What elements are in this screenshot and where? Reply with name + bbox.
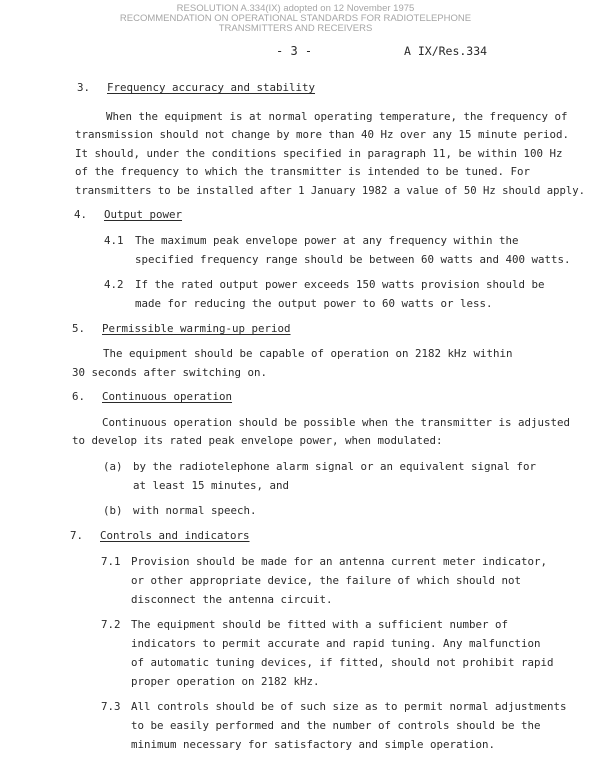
section-title: Permissible warming-up period bbox=[102, 322, 291, 335]
s5-line-1: The equipment should be capable of operation on 2182 kHz within bbox=[103, 347, 513, 360]
section-number: 4. bbox=[74, 208, 88, 221]
section-title: Continuous operation bbox=[102, 390, 233, 403]
item-a-label: (a) bbox=[103, 460, 123, 473]
item-4-1-line-2: specified frequency range should be between 60 watts and 400 watts. bbox=[135, 253, 571, 266]
section-number: 7. bbox=[70, 529, 84, 542]
item-7-2-line-1: The equipment should be fitted with a sufficient number of bbox=[131, 618, 509, 631]
item-7-1-line-1: Provision should be made for an antenna current meter indicator, bbox=[131, 555, 548, 568]
s3-line-5: transmitters to be installed after 1 January 1982 a value of 50 Hz should apply. bbox=[75, 184, 586, 197]
page-number: - 3 - bbox=[276, 44, 313, 58]
s3-line-1: When the equipment is at normal operating temperature, the frequency of bbox=[106, 110, 568, 123]
item-7-2-line-4: proper operation on 2182 kHz. bbox=[131, 675, 320, 688]
item-7-3-line-1: All controls should be of such size as to permit normal adjustments bbox=[131, 700, 567, 713]
item-7-1-line-3: disconnect the antenna circuit. bbox=[131, 593, 333, 606]
item-a-line-1: by the radiotelephone alarm signal or an equivalent signal for bbox=[133, 460, 537, 473]
section-title: Frequency accuracy and stability bbox=[107, 81, 316, 94]
s5-line-2: 30 seconds after switching on. bbox=[72, 366, 268, 379]
s6-line-1: Continuous operation should be possible when the transmitter is adjusted bbox=[102, 416, 571, 429]
item-4-2-line-2: made for reducing the output power to 60 watts or less. bbox=[135, 297, 493, 310]
section-number: 6. bbox=[72, 390, 86, 403]
section-3-heading bbox=[77, 81, 315, 95]
item-7-2-line-3: of automatic tuning devices, if fitted, should not prohibit rapid bbox=[131, 656, 554, 669]
header-line-3: TRANSMITTERS AND RECEIVERS bbox=[218, 23, 373, 34]
item-4-2-number: 4.2 bbox=[104, 278, 124, 291]
document-reference: A IX/Res.334 bbox=[404, 44, 488, 58]
item-7-2-line-2: indicators to permit accurate and rapid tuning. Any malfunction bbox=[131, 637, 541, 650]
section-4-heading bbox=[74, 208, 182, 222]
item-4-1-number: 4.1 bbox=[104, 234, 124, 247]
item-7-3-line-2: to be easily performed and the number of controls should be the bbox=[131, 719, 541, 732]
section-number: 5. bbox=[72, 322, 86, 335]
item-4-2-line-1: If the rated output power exceeds 150 watts provision should be bbox=[135, 278, 545, 291]
s6-line-2: to develop its rated peak envelope power, when modulated: bbox=[72, 434, 443, 447]
item-7-1-number: 7.1 bbox=[101, 555, 121, 568]
header-line-1: RESOLUTION A.334(IX) adopted on 12 November 1975 bbox=[176, 3, 415, 14]
s3-line-4: of the frequency to which the transmitter is intended to be tuned. For bbox=[75, 165, 531, 178]
section-title: Controls and indicators bbox=[100, 529, 250, 542]
item-7-3-line-3: minimum necessary for satisfactory and simple operation. bbox=[131, 738, 496, 751]
section-7-heading bbox=[70, 529, 250, 543]
s3-line-2: transmission should not change by more than 40 Hz over any 15 minute period. bbox=[75, 128, 570, 141]
section-5-heading bbox=[72, 322, 291, 336]
s3-line-3: It should, under the conditions specified in paragraph 11, be within 100 Hz bbox=[75, 147, 563, 160]
item-7-2-number: 7.2 bbox=[101, 618, 121, 631]
item-7-1-line-2: or other appropriate device, the failure of which should not bbox=[131, 574, 522, 587]
section-number: 3. bbox=[77, 81, 91, 94]
item-7-3-number: 7.3 bbox=[101, 700, 121, 713]
section-6-heading bbox=[72, 390, 232, 404]
header-line-2: RECOMMENDATION ON OPERATIONAL STANDARDS FOR RADIOTELEPHONE bbox=[119, 13, 472, 24]
item-b-line-1: with normal speech. bbox=[133, 504, 257, 517]
section-title: Output power bbox=[104, 208, 183, 221]
item-4-1-line-1: The maximum peak envelope power at any frequency within the bbox=[135, 234, 519, 247]
item-a-line-2: at least 15 minutes, and bbox=[133, 479, 290, 492]
item-b-label: (b) bbox=[103, 504, 123, 517]
